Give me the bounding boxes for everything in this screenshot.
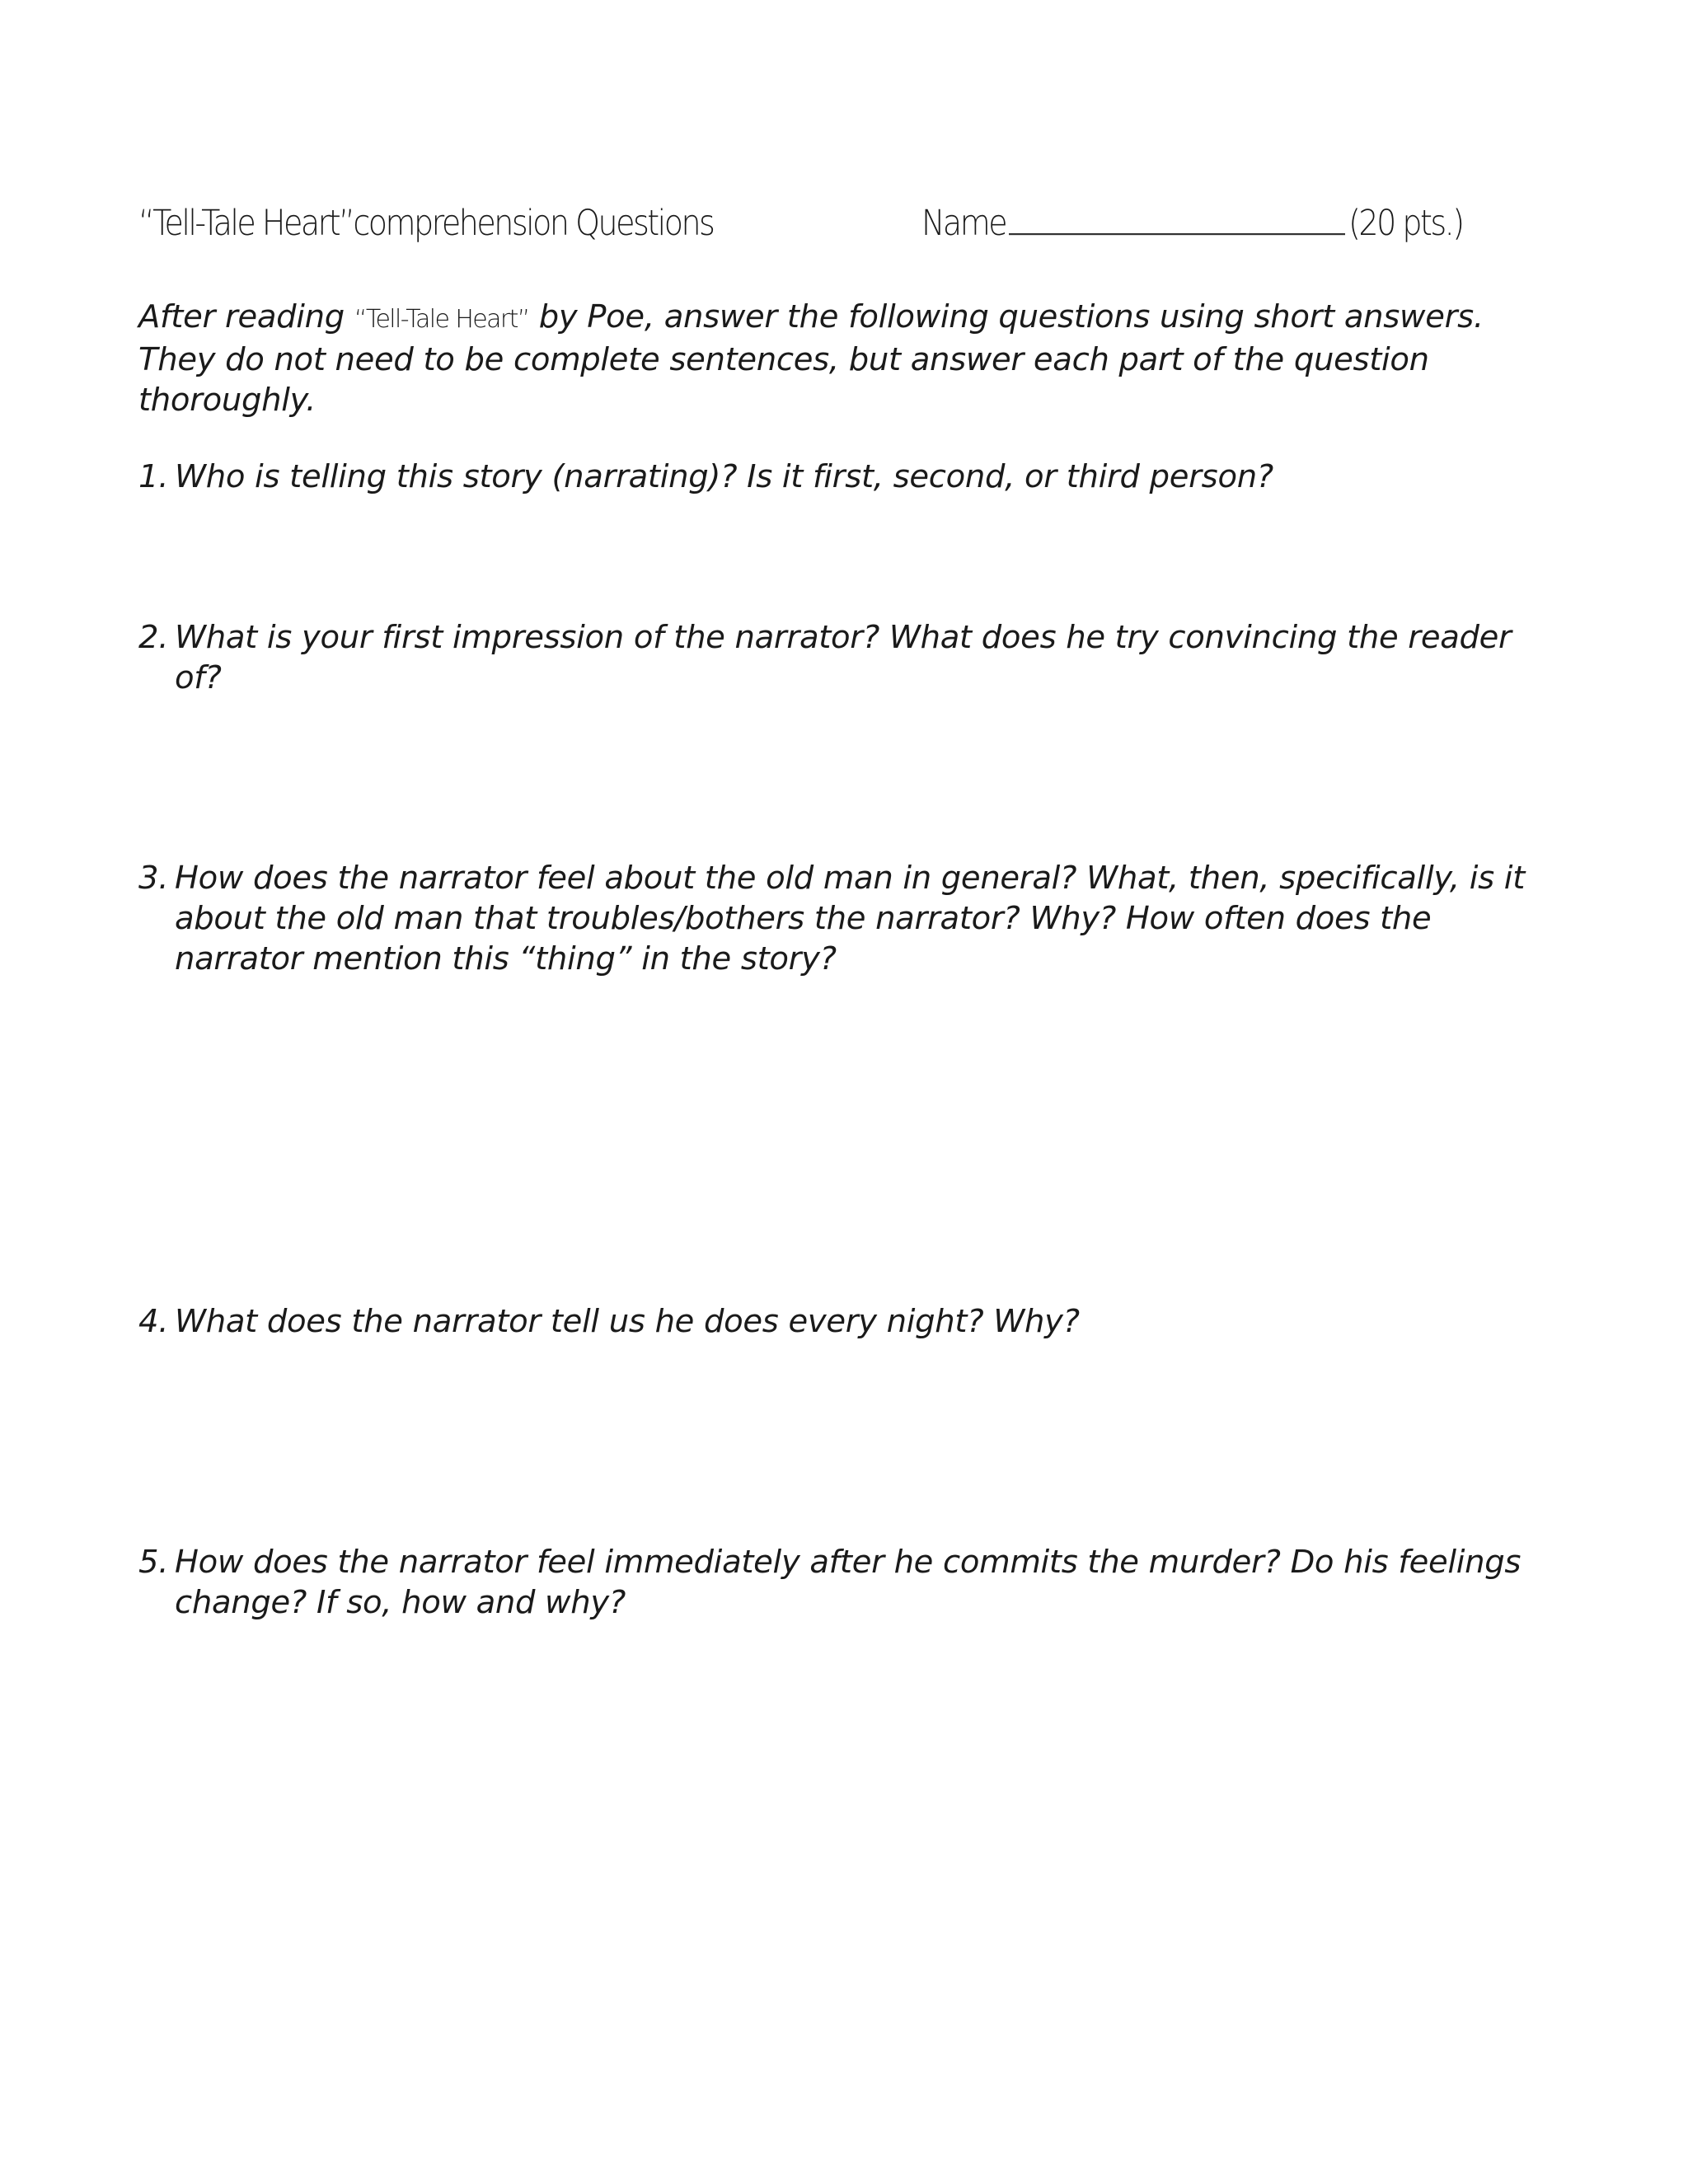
question-number: 5. — [138, 1544, 169, 1581]
question-number: 1. — [138, 458, 169, 495]
instructions-after: by Poe, answer the following questions using short answers. They do not need to be complete sentences, but answer each part of the question thoroughly. — [138, 298, 1484, 419]
question-text: How does the narrator feel immediately after he commits the murder? Do his feelings change? If so, how and why? — [175, 1544, 1522, 1621]
question-text: How does the narrator feel about the old man in general? What, then, specifically, is it about the old man that troubles/bothers the narrator? Why? How often does the narrator mention this “thing” in the story? — [175, 860, 1525, 977]
points-label: (20 pts.) — [1348, 203, 1463, 244]
question-number: 2. — [138, 619, 169, 656]
question-4 — [138, 1301, 1540, 1342]
question-text: Who is telling this story (narrating)? Is it first, second, or third person? — [175, 458, 1273, 495]
question-text: What does the narrator tell us he does every night? Why? — [175, 1303, 1080, 1340]
name-label: Name — [921, 203, 1006, 244]
question-number: 3. — [138, 860, 169, 897]
instructions — [138, 297, 1540, 420]
name-field — [921, 203, 1463, 243]
question-1 — [138, 457, 1540, 497]
name-blank-line[interactable] — [1009, 205, 1345, 235]
instructions-story-title: “Tell-Tale Heart” — [354, 305, 529, 334]
question-5 — [138, 1542, 1540, 1623]
question-3 — [138, 858, 1540, 979]
worksheet-header — [138, 203, 1463, 258]
question-text: What is your first impression of the narrator? What does he try convincing the reader of? — [175, 619, 1512, 696]
instructions-before: After reading — [138, 298, 354, 335]
question-2 — [138, 617, 1540, 698]
question-number: 4. — [138, 1303, 169, 1340]
worksheet-title: “Tell-Tale Heart”comprehension Questions — [138, 203, 714, 244]
